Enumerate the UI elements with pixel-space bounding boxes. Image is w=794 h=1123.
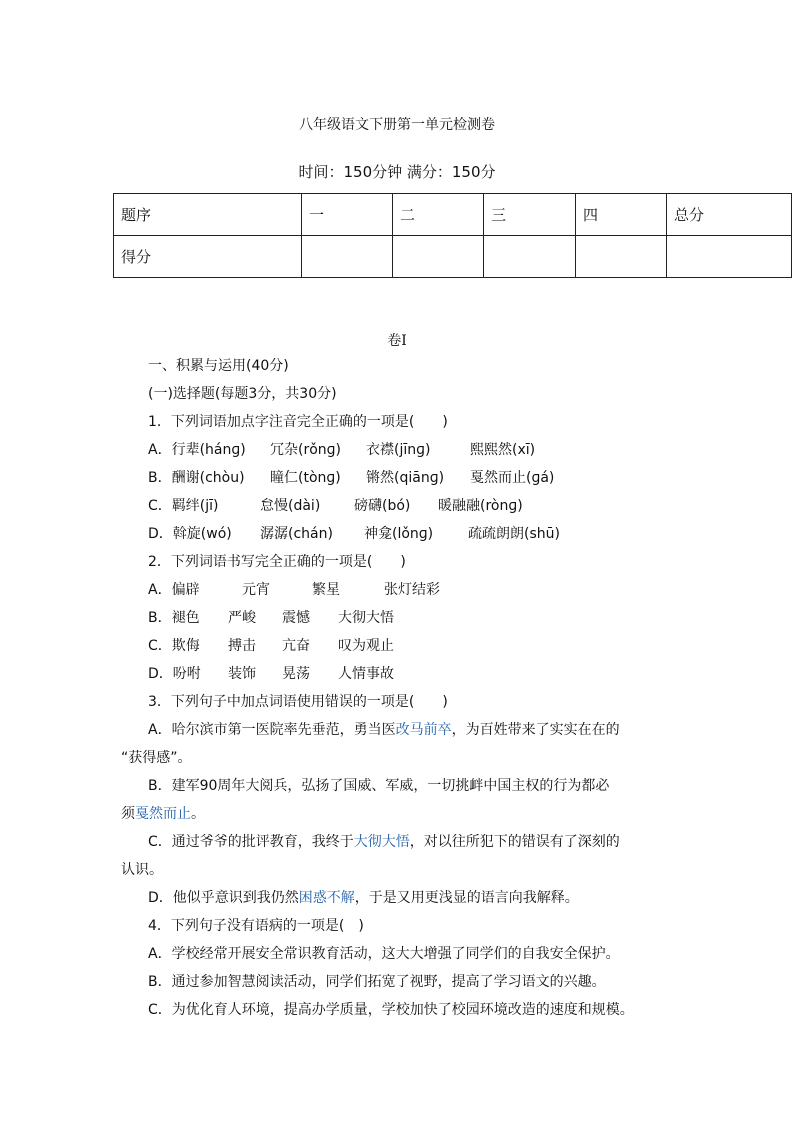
option-item: 暖融融(rònɡ) <box>438 498 523 514</box>
option-item: 怠慢(dài) <box>260 498 321 514</box>
table-cell: 一 <box>302 194 393 236</box>
score-cell <box>576 236 667 278</box>
question-2-option-a <box>148 580 440 600</box>
option-item: 严峻 <box>228 610 256 626</box>
option-text: C．通过爷爷的批评教育，我终于 <box>148 834 354 850</box>
option-item: 亢奋 <box>282 638 310 654</box>
option-text: A．哈尔滨市第一医院率先垂范，勇当医 <box>148 722 396 738</box>
option-item: 冗杂(rǒnɡ) <box>270 442 342 458</box>
score-cell <box>484 236 576 278</box>
table-cell: 四 <box>576 194 667 236</box>
option-item: 元宵 <box>242 582 270 598</box>
score-table <box>113 193 792 278</box>
option-item: 繁星 <box>312 582 340 598</box>
highlighted-phrase: 改马前卒 <box>395 722 452 738</box>
option-item: B．酬谢(chòu) <box>148 470 245 486</box>
option-item: A．行辈(hánɡ) <box>148 442 246 458</box>
option-text: D．他似乎意识到我仍然 <box>148 890 299 906</box>
exam-meta: 时间：150分钟 满分：150分 <box>298 163 496 181</box>
page-title: 八年级语文下册第一单元检测卷 <box>299 117 495 133</box>
question-4-stem: 4．下列句子没有语病的一项是( ) <box>148 918 364 934</box>
option-text: ，为百姓带来了实实在在的 <box>451 722 620 738</box>
option-item: 搏击 <box>228 638 256 654</box>
question-4-option-b: B．通过参加智慧阅读活动，同学们拓宽了视野，提高了学习语文的兴趣。 <box>148 974 606 990</box>
option-item: 震憾 <box>282 610 310 626</box>
part-heading: 一、积累与运用(40分) <box>148 358 289 374</box>
highlighted-phrase: 大彻大悟 <box>353 834 410 850</box>
question-3-option-d <box>148 888 579 908</box>
highlighted-phrase: 困惑不解 <box>298 890 355 906</box>
question-3-stem: 3．下列句子中加点词语使用错误的一项是( ) <box>148 694 448 710</box>
option-item: A．偏辟 <box>148 582 200 598</box>
option-text: 须 <box>121 806 135 822</box>
option-item: 张灯结彩 <box>384 582 440 598</box>
question-2-stem: 2．下列词语书写完全正确的一项是( ) <box>148 554 406 570</box>
option-item: C．欺侮 <box>148 638 200 654</box>
option-item: 潺潺(chán) <box>260 526 333 542</box>
question-3-option-a <box>148 720 620 740</box>
option-text: ，于是又用更浅显的语言向我解释。 <box>354 890 579 906</box>
question-1-stem: 1．下列词语加点字注音完全正确的一项是( ) <box>148 414 448 430</box>
option-item: 叹为观止 <box>338 638 394 654</box>
option-item: 大彻大悟 <box>338 610 394 626</box>
score-cell <box>667 236 792 278</box>
option-text: 。 <box>191 806 205 822</box>
question-3-option-c <box>148 832 620 852</box>
table-cell: 题序 <box>114 194 302 236</box>
section-heading: 卷Ⅰ <box>387 333 407 349</box>
table-cell: 总分 <box>667 194 792 236</box>
option-item: 人情事故 <box>338 666 394 682</box>
sub-heading: (一)选择题(每题3分，共30分) <box>148 386 337 402</box>
option-item: B．褪色 <box>148 610 200 626</box>
question-2-option-b <box>148 608 394 628</box>
option-item: 磅礴(bó) <box>354 498 411 514</box>
table-cell: 二 <box>393 194 484 236</box>
option-text: ，对以往所犯下的错误有了深刻的 <box>409 834 620 850</box>
option-item: 锵然(qiānɡ) <box>366 470 445 486</box>
question-3-option-c-cont: 认识。 <box>121 862 163 878</box>
question-4-option-c: C．为优化育人环境，提高办学质量，学校加快了校园环境改造的速度和规模。 <box>148 1002 634 1018</box>
option-item: 神龛(lǒnɡ) <box>364 526 434 542</box>
score-table-header-row <box>114 194 792 236</box>
option-item: 衣襟(jīnɡ) <box>366 442 431 458</box>
question-2-option-c <box>148 636 394 656</box>
table-cell: 得分 <box>114 236 302 278</box>
question-4-option-a: A．学校经常开展安全常识教育活动，这大大增强了同学们的自我安全保护。 <box>148 946 620 962</box>
option-item: 疏疏朗朗(shū) <box>468 526 560 542</box>
option-item: D．斡旋(wó) <box>148 526 232 542</box>
option-item: C．羁绊(jī) <box>148 498 219 514</box>
score-table-row <box>114 236 792 278</box>
question-3-option-b-cont <box>121 804 205 824</box>
option-item: 装饰 <box>228 666 256 682</box>
question-1-option-c <box>148 496 523 516</box>
option-item: 熙熙然(xī) <box>470 442 536 458</box>
option-item: 晃荡 <box>282 666 310 682</box>
question-3-option-b: B．建军90周年大阅兵，弘扬了国威、军威，一切挑衅中国主权的行为都必 <box>148 778 610 794</box>
score-cell <box>393 236 484 278</box>
option-item: D．吩咐 <box>148 666 201 682</box>
score-cell <box>302 236 393 278</box>
question-3-option-a-cont: “获得感”。 <box>121 750 192 766</box>
question-1-option-a <box>148 440 535 460</box>
question-1-option-b <box>148 468 554 488</box>
table-cell: 三 <box>484 194 576 236</box>
highlighted-phrase: 戛然而止 <box>135 806 191 822</box>
option-item: 戛然而止(ɡá) <box>470 470 555 486</box>
question-2-option-d <box>148 664 394 684</box>
question-1-option-d <box>148 524 560 544</box>
option-item: 瞳仁(tònɡ) <box>270 470 341 486</box>
